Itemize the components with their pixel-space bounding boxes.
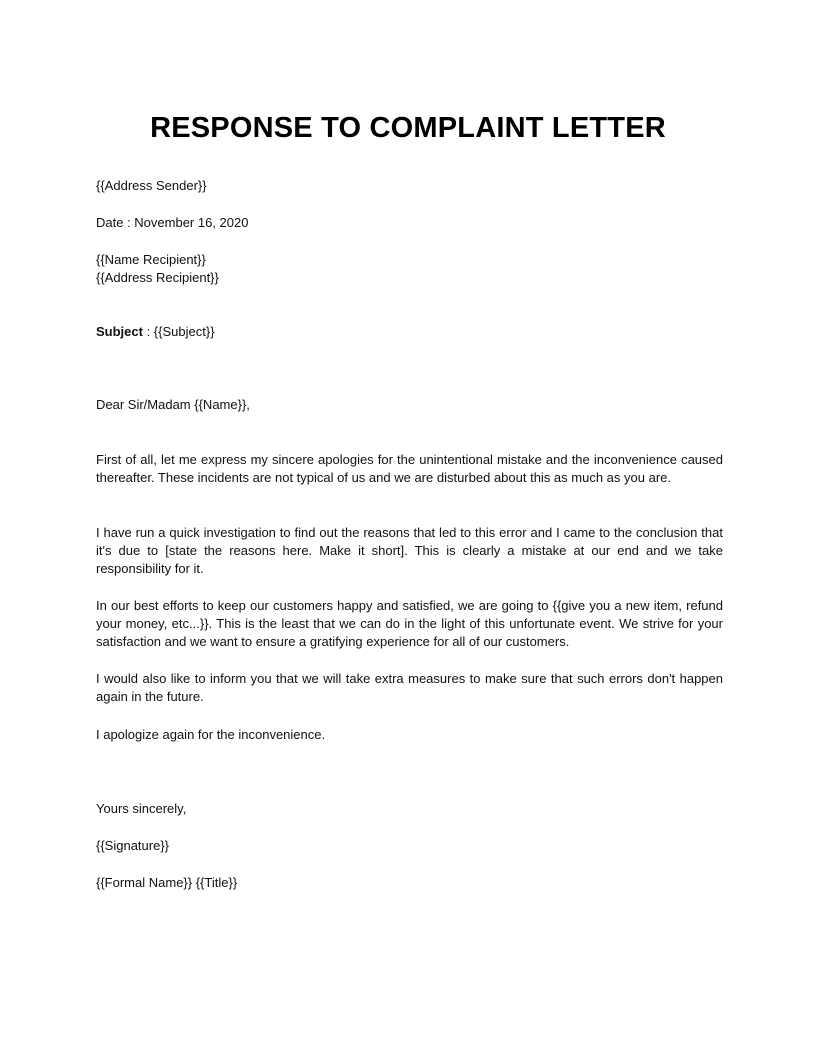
subject-label: Subject: [96, 324, 143, 339]
body-paragraph-2: I have run a quick investigation to find out the reasons that led to this error and I came to the conclusion that it's due to [state the reasons here. Make it short]. This is clearly a mistake at our end and we take responsibility for it.: [96, 525, 723, 577]
body-paragraph-4: I would also like to inform you that we will take extra measures to make sure that such errors don't happen again in the future.: [96, 671, 723, 705]
name-recipient: {{Name Recipient}}: [96, 252, 206, 267]
body-paragraph-1: First of all, let me express my sincere apologies for the unintentional mistake and the inconvenience caused thereafter. These incidents are not typical of us and we are disturbed about this as much as you are.: [96, 452, 723, 486]
address-recipient: {{Address Recipient}}: [96, 270, 219, 285]
date-line: Date : November 16, 2020: [96, 215, 249, 230]
signature-placeholder: {{Signature}}: [96, 838, 170, 853]
body-paragraph-3: In our best efforts to keep our customers happy and satisfied, we are going to {{give you a new item, refund your money, etc...}}. This is the least that we can do in the light of this unfortunate event. We strive for your satisfaction and we want to ensure a gratifying experience for all of our customers.: [96, 598, 723, 650]
body-paragraph-5: I apologize again for the inconvenience.: [96, 727, 326, 742]
formal-name-title: {{Formal Name}} {{Title}}: [96, 875, 238, 890]
subject-line: [96, 323, 215, 341]
address-sender: {{Address Sender}}: [96, 178, 207, 193]
document-title: RESPONSE TO COMPLAINT LETTER: [150, 112, 666, 144]
closing: Yours sincerely,: [96, 801, 187, 816]
subject-value: : {{Subject}}: [142, 324, 215, 339]
salutation: Dear Sir/Madam {{Name}},: [96, 397, 250, 412]
